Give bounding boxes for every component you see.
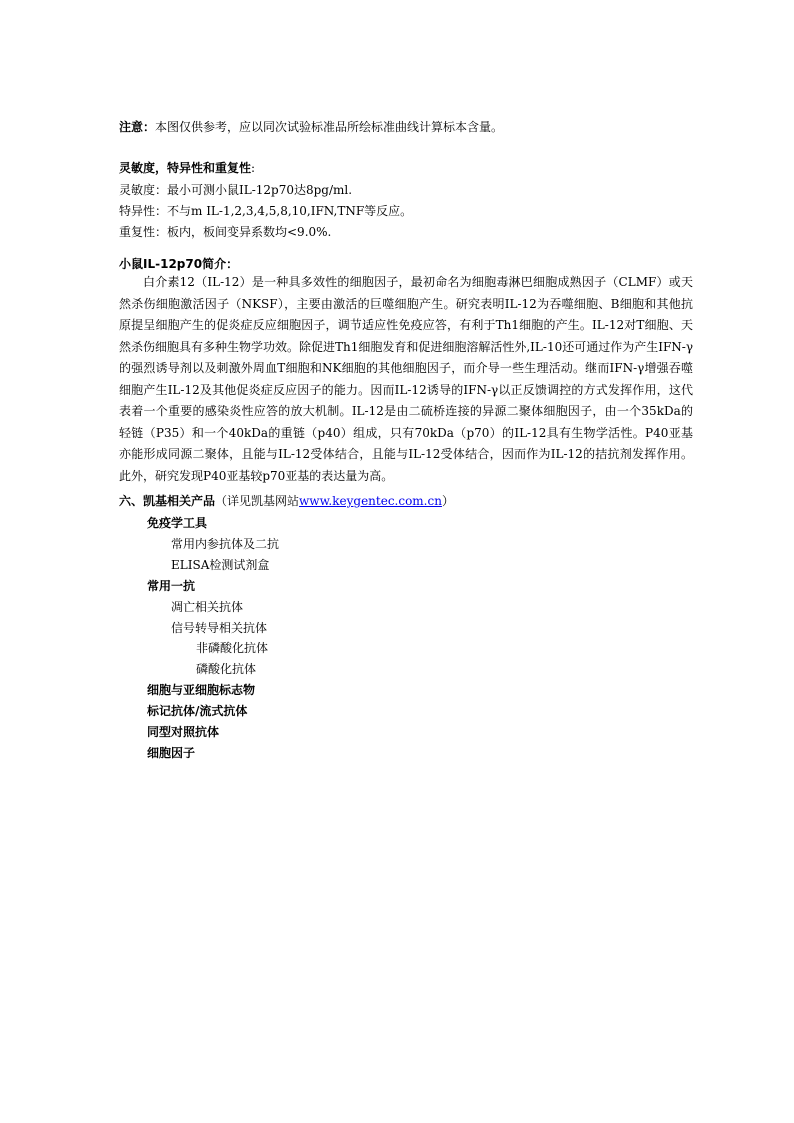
reproducibility-line: 重复性：板内，板间变异系数均<9.0%. xyxy=(119,225,332,239)
products-heading-line xyxy=(119,493,454,509)
performance-heading xyxy=(119,160,255,176)
products-note-suffix: ） xyxy=(441,494,454,508)
note-line xyxy=(119,119,503,135)
sensitivity-line: 灵敏度：最小可测小鼠IL-12p70达8pg/ml. xyxy=(119,183,353,197)
performance-heading-colon: : xyxy=(251,161,256,175)
specificity-line: 特异性：不与m IL-1,2,3,4,5,8,10,IFN,TNF等反应。 xyxy=(119,204,413,218)
product-item-internal-control-antibodies[interactable]: 常用内参抗体及二抗 xyxy=(171,537,280,551)
product-category-labeled-flow-antibodies[interactable]: 标记抗体/流式抗体 xyxy=(147,704,248,718)
product-category-isotype-controls[interactable]: 同型对照抗体 xyxy=(147,725,220,739)
product-item-apoptosis-antibodies[interactable]: 凋亡相关抗体 xyxy=(171,600,244,614)
performance-heading-text: 灵敏度，特异性和重复性 xyxy=(119,161,252,175)
products-heading: 六、凯基相关产品 xyxy=(119,494,216,508)
product-item-elisa-kits[interactable]: ELISA检测试剂盒 xyxy=(171,558,270,572)
product-item-phospho-antibodies[interactable]: 磷酸化抗体 xyxy=(196,662,257,676)
note-text: 本图仅供参考，应以同次试验标准品所绘标准曲线计算标本含量。 xyxy=(155,120,504,134)
product-category-cytokines[interactable]: 细胞因子 xyxy=(147,746,196,760)
product-item-non-phospho-antibodies[interactable]: 非磷酸化抗体 xyxy=(196,641,269,655)
product-category-cell-markers[interactable]: 细胞与亚细胞标志物 xyxy=(147,683,256,697)
product-category-immunology-tools[interactable]: 免疫学工具 xyxy=(147,516,208,530)
note-label: 注意： xyxy=(119,120,156,134)
keygen-website-link[interactable]: www.keygentec.com.cn xyxy=(299,494,442,508)
product-item-signal-transduction-antibodies[interactable]: 信号转导相关抗体 xyxy=(171,621,268,635)
intro-paragraph: 白介素12（IL-12）是一种具多效性的细胞因子，最初命名为细胞毒淋巴细胞成熟因子（CLMF）或天然杀伤细胞激活因子（NKSF），主要由激活的巨噬细胞产生。研究表明IL-12为吞噬细胞、B细胞和其他抗原提呈细胞产生的促炎症反应细胞因子，调节适应性免疫应答，有利于Th1细胞的产生。IL-12对T细胞、天然杀伤细胞具有多种生物学功效。除促进Th1细胞发育和促进细胞溶解活性外,IL-10还可通过作为产生IFN-γ的强烈诱导剂以及刺激外周血T细胞和NK细胞的其他细胞因子，而介导一些生理活动。继而IFN-γ增强吞噬细胞产生IL-12及其他促炎症反应因子的能力。因而IL-12诱导的IFN-γ以正反馈调控的方式发挥作用，这代表着一个重要的感染炎性应答的放大机制。IL-12是由二硫桥连接的异源二聚体细胞因子，由一个35kDa的轻链（P35）和一个40kDa的重链（p40）组成，只有70kDa（p70）的IL-12具有生物学活性。P40亚基亦能形成同源二聚体，且能与IL-12受体结合，且能与IL-12受体结合，因而作为IL-12的拮抗剂发挥作用。此外，研究发现P40亚基较p70亚基的表达量为高。 xyxy=(119,275,694,483)
product-category-primary-antibodies[interactable]: 常用一抗 xyxy=(147,579,196,593)
products-note-prefix: （详见凯基网站 xyxy=(215,494,300,508)
intro-heading: 小鼠IL-12p70简介： xyxy=(119,257,239,271)
